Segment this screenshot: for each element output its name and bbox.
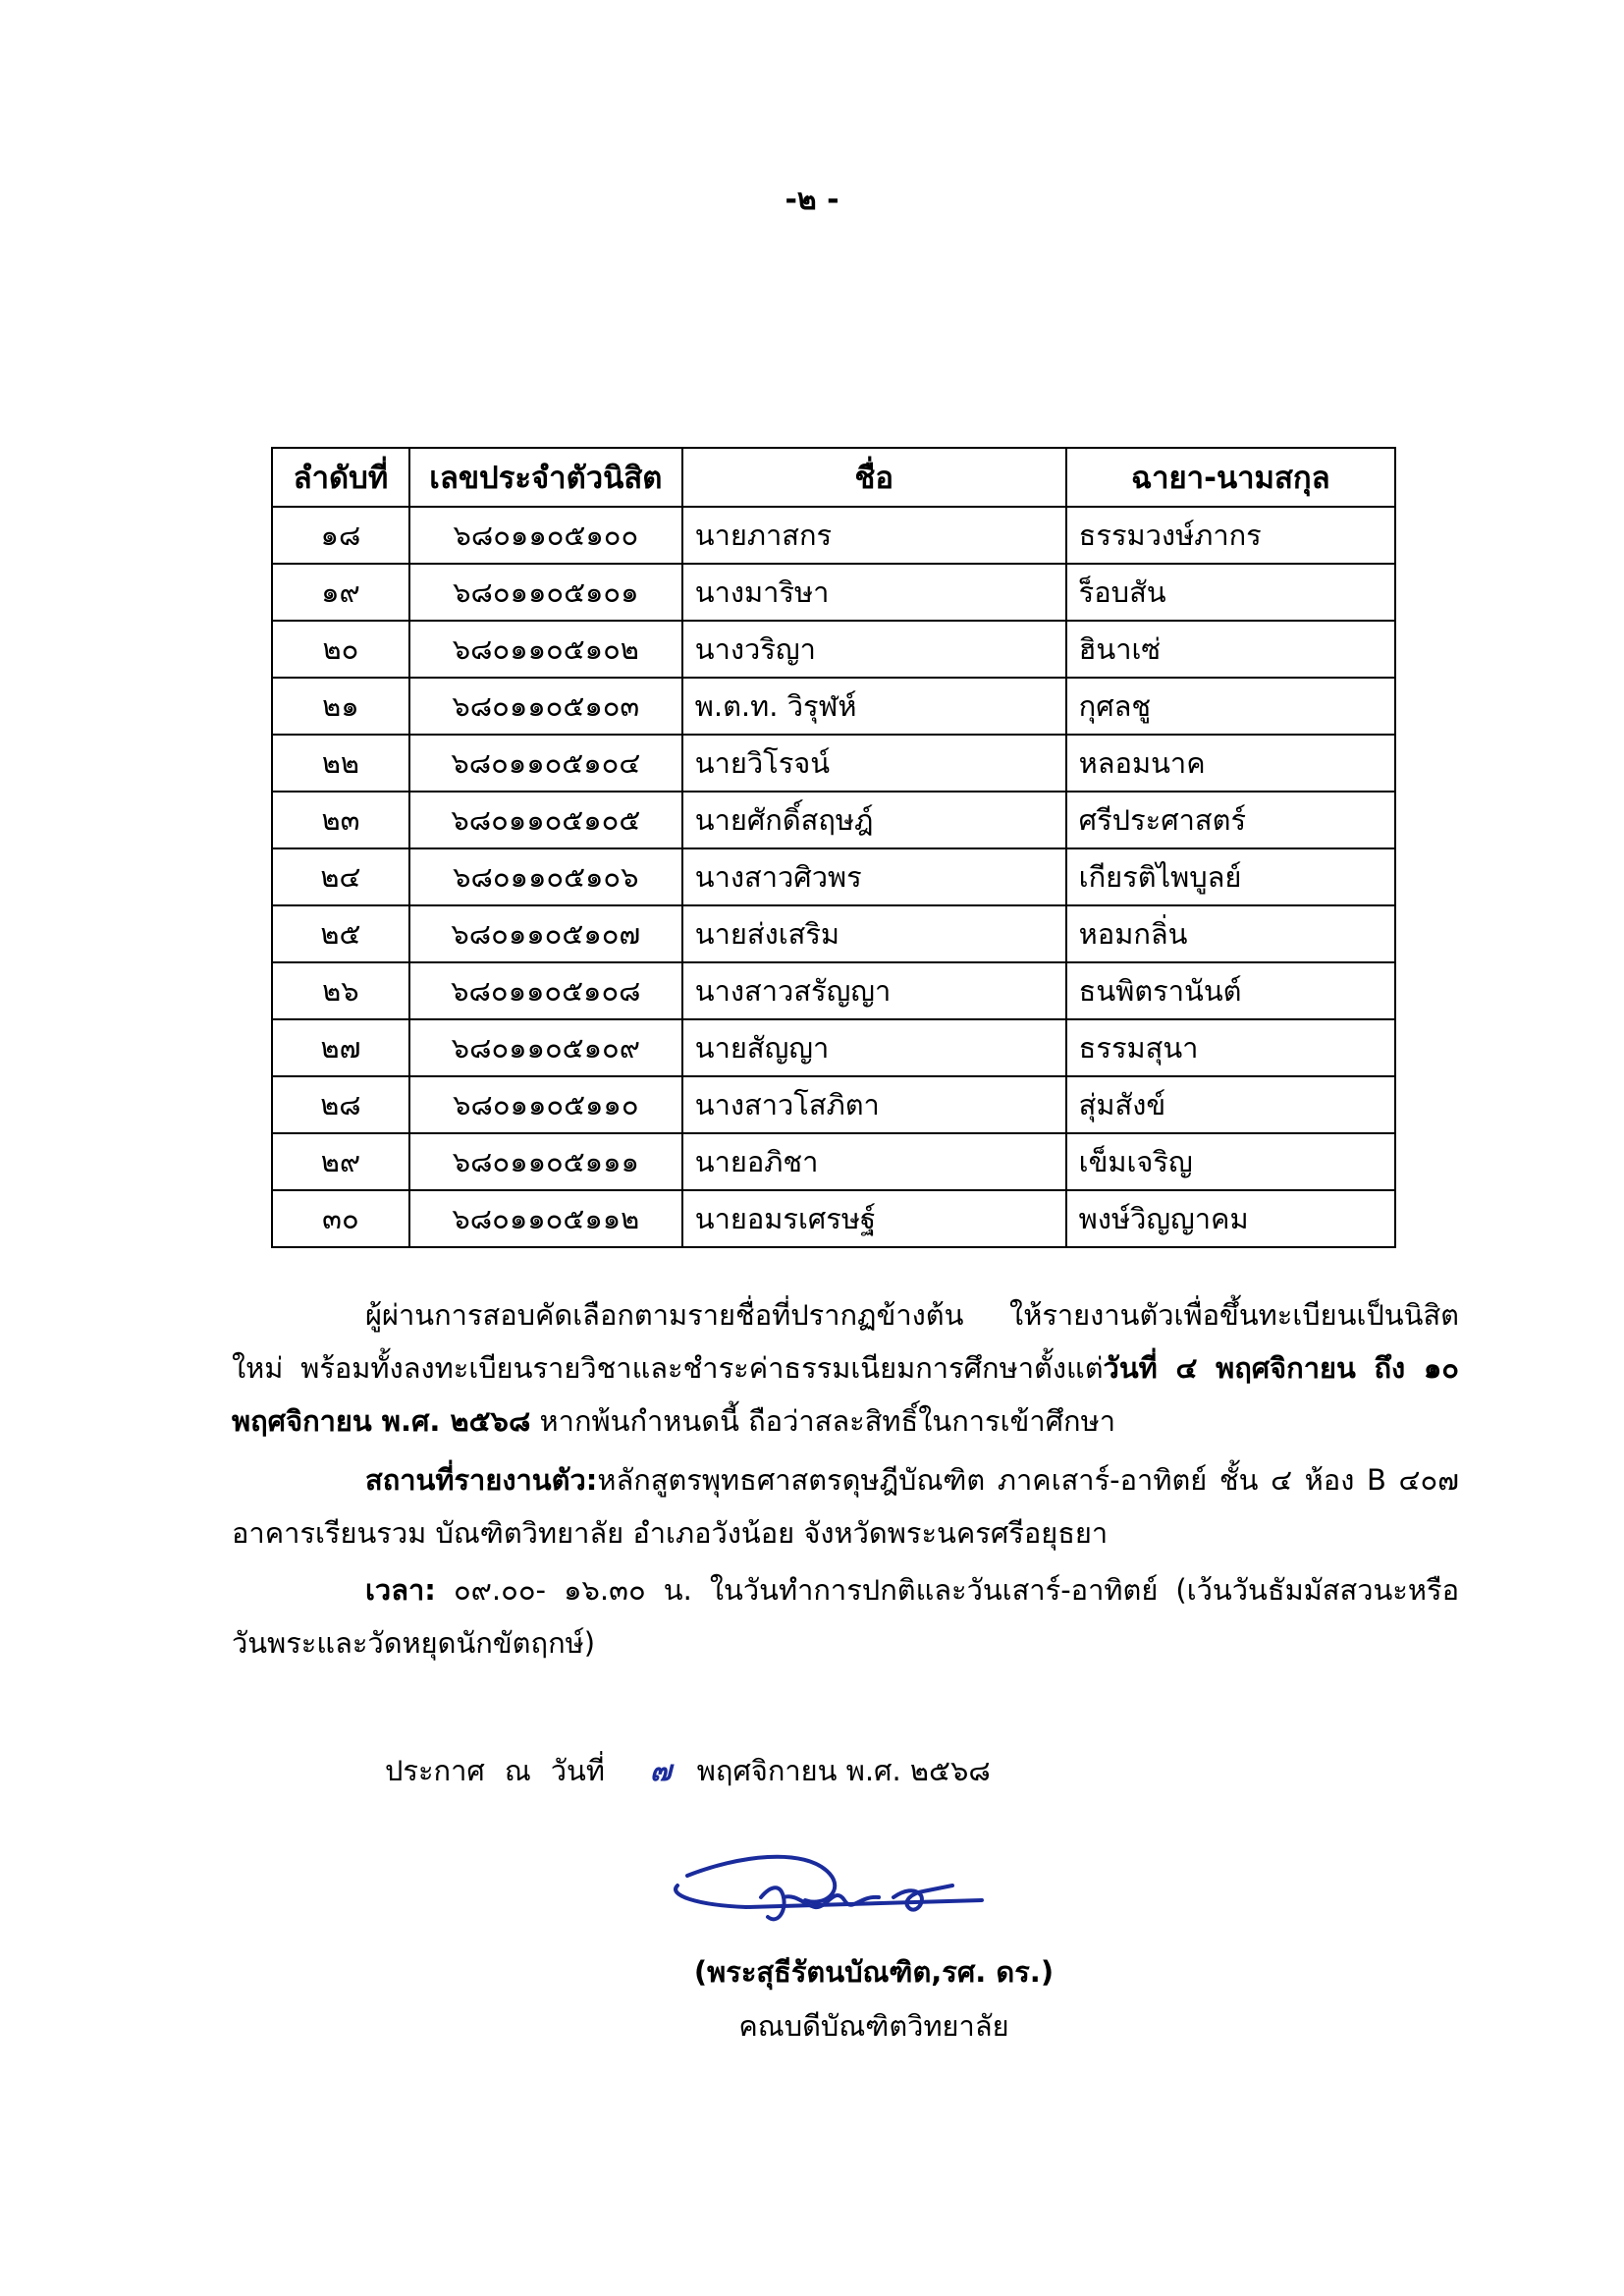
cell-sequence: ๒๖ [272, 962, 409, 1019]
announce-month-year: พฤศจิกายน พ.ศ. ๒๕๖๘ [696, 1754, 991, 1787]
signer-name: (พระสุธีรัตนบัณฑิต,รศ. ดร.) [693, 1955, 1055, 1989]
cell-surname: ธรรมสุนา [1066, 1019, 1395, 1076]
table-row [272, 564, 1395, 621]
table-header-row [272, 448, 1395, 507]
cell-sequence: ๒๕ [272, 905, 409, 962]
cell-surname: ศรีประศาสตร์ [1066, 792, 1395, 848]
announce-prefix: ประกาศ [385, 1754, 485, 1787]
cell-name: นางสาวสรัญญา [682, 962, 1066, 1019]
cell-student-id: ๖๘๐๑๑๐๕๑๐๒ [409, 621, 682, 678]
table-row [272, 792, 1395, 848]
cell-sequence: ๒๑ [272, 678, 409, 735]
header-name: ชื่อ [682, 448, 1066, 507]
cell-surname: พงษ์วิญญาคม [1066, 1190, 1395, 1247]
announce-day-label: วันที่ [550, 1754, 605, 1787]
cell-student-id: ๖๘๐๑๑๐๕๑๐๘ [409, 962, 682, 1019]
table-row [272, 848, 1395, 905]
location-paragraph [232, 1453, 1459, 1559]
header-sequence: ลำดับที่ [272, 448, 409, 507]
registration-deadline-note: หากพ้นกำหนดนี้ ถือว่าสละสิทธิ์ในการเข้าศึกษา [530, 1404, 1116, 1438]
table-row [272, 1076, 1395, 1133]
table-row [272, 1190, 1395, 1247]
cell-surname: เข็มเจริญ [1066, 1133, 1395, 1190]
location-text: หลักสูตรพุทธศาสตรดุษฎีบัณฑิต ภาคเสาร์-อาทิตย์ ชั้น ๔ ห้อง B ๔๐๗ อาคารเรียนรวม บัณฑิตวิทยาลัย อำเภอวังน้อย จังหวัดพระนครศรีอยุธยา [232, 1463, 1459, 1550]
cell-sequence: ๒๗ [272, 1019, 409, 1076]
header-surname: ฉายา-นามสกุล [1066, 448, 1395, 507]
time-paragraph [232, 1563, 1459, 1669]
cell-student-id: ๖๘๐๑๑๐๕๑๑๒ [409, 1190, 682, 1247]
cell-student-id: ๖๘๐๑๑๐๕๑๐๕ [409, 792, 682, 848]
cell-sequence: ๒๔ [272, 848, 409, 905]
table-row [272, 507, 1395, 564]
cell-name: นายวิโรจน์ [682, 735, 1066, 792]
table-row [272, 962, 1395, 1019]
time-label: เวลา: [365, 1573, 436, 1607]
cell-student-id: ๖๘๐๑๑๐๕๑๐๓ [409, 678, 682, 735]
cell-name: พ.ต.ท. วิรุฬห์ [682, 678, 1066, 735]
cell-sequence: ๒๘ [272, 1076, 409, 1133]
cell-student-id: ๖๘๐๑๑๐๕๑๐๖ [409, 848, 682, 905]
student-table [271, 447, 1396, 1248]
cell-student-id: ๖๘๐๑๑๐๕๑๐๐ [409, 507, 682, 564]
announce-at: ณ [504, 1754, 531, 1787]
cell-name: นายสัญญา [682, 1019, 1066, 1076]
table-row [272, 621, 1395, 678]
table-row [272, 905, 1395, 962]
table-row [272, 1019, 1395, 1076]
cell-student-id: ๖๘๐๑๑๐๕๑๐๗ [409, 905, 682, 962]
cell-surname: หลอมนาค [1066, 735, 1395, 792]
table-body [272, 507, 1395, 1247]
cell-surname: ธรรมวงษ์ภากร [1066, 507, 1395, 564]
cell-name: นายภาสกร [682, 507, 1066, 564]
signature-mark [658, 1846, 992, 1954]
cell-sequence: ๑๙ [272, 564, 409, 621]
cell-sequence: ๒๐ [272, 621, 409, 678]
cell-name: นายส่งเสริม [682, 905, 1066, 962]
registration-text: ผู้ผ่านการสอบคัดเลือกตามรายชื่อที่ปรากฏข้างต้น ให้รายงานตัวเพื่อขึ้นทะเบียนเป็นนิสิตใหม่ พร้อมทั้งลงทะเบียนรายวิชาและชำระค่าธรรมเนียมการศึกษาตั้งแต่ [232, 1298, 1459, 1385]
cell-student-id: ๖๘๐๑๑๐๕๑๐๔ [409, 735, 682, 792]
cell-student-id: ๖๘๐๑๑๐๕๑๐๙ [409, 1019, 682, 1076]
cell-name: นายอภิชา [682, 1133, 1066, 1190]
time-text: ๐๙.๐๐- ๑๖.๓๐ น. ในวันทำการปกติและวันเสาร์-อาทิตย์ (เว้นวันธัมมัสสวนะหรือวันพระและวัดหยุดนักขัตฤกษ์) [232, 1573, 1459, 1660]
registration-paragraph [232, 1288, 1459, 1448]
cell-name: นางสาวโสภิตา [682, 1076, 1066, 1133]
cell-name: นางวริญา [682, 621, 1066, 678]
table-row [272, 735, 1395, 792]
table-row [272, 678, 1395, 735]
header-student-id: เลขประจำตัวนิสิต [409, 448, 682, 507]
cell-surname: ฮินาเซ่ [1066, 621, 1395, 678]
signer-title: คณบดีบัณฑิตวิทยาลัย [738, 2009, 1009, 2043]
cell-surname: ธนพิตรานันต์ [1066, 962, 1395, 1019]
cell-surname: กุศลชู [1066, 678, 1395, 735]
cell-name: นายศักดิ์สฤษฎ์ [682, 792, 1066, 848]
announcement-line [385, 1748, 1010, 1793]
registration-dates: วันที่ ๔ พฤศจิกายน ถึง ๑๐ พฤศจิกายน พ.ศ. ๒๕๖๘ [232, 1351, 1460, 1438]
cell-sequence: ๒๓ [272, 792, 409, 848]
cell-sequence: ๓๐ [272, 1190, 409, 1247]
cell-student-id: ๖๘๐๑๑๐๕๑๑๐ [409, 1076, 682, 1133]
cell-sequence: ๑๘ [272, 507, 409, 564]
cell-student-id: ๖๘๐๑๑๐๕๑๑๑ [409, 1133, 682, 1190]
cell-name: นางสาวศิวพร [682, 848, 1066, 905]
table-row [272, 1133, 1395, 1190]
cell-surname: ร็อบสัน [1066, 564, 1395, 621]
cell-name: นางมาริษา [682, 564, 1066, 621]
cell-student-id: ๖๘๐๑๑๐๕๑๐๑ [409, 564, 682, 621]
announce-day-handwritten: ๗ [649, 1754, 672, 1787]
cell-surname: เกียรติไพบูลย์ [1066, 848, 1395, 905]
page-number: -๒ - [785, 183, 839, 217]
cell-sequence: ๒๒ [272, 735, 409, 792]
cell-surname: หอมกลิ่น [1066, 905, 1395, 962]
cell-surname: สุ่มสังข์ [1066, 1076, 1395, 1133]
cell-sequence: ๒๙ [272, 1133, 409, 1190]
cell-name: นายอมรเศรษฐ์ [682, 1190, 1066, 1247]
location-label: สถานที่รายงานตัว: [365, 1463, 598, 1497]
